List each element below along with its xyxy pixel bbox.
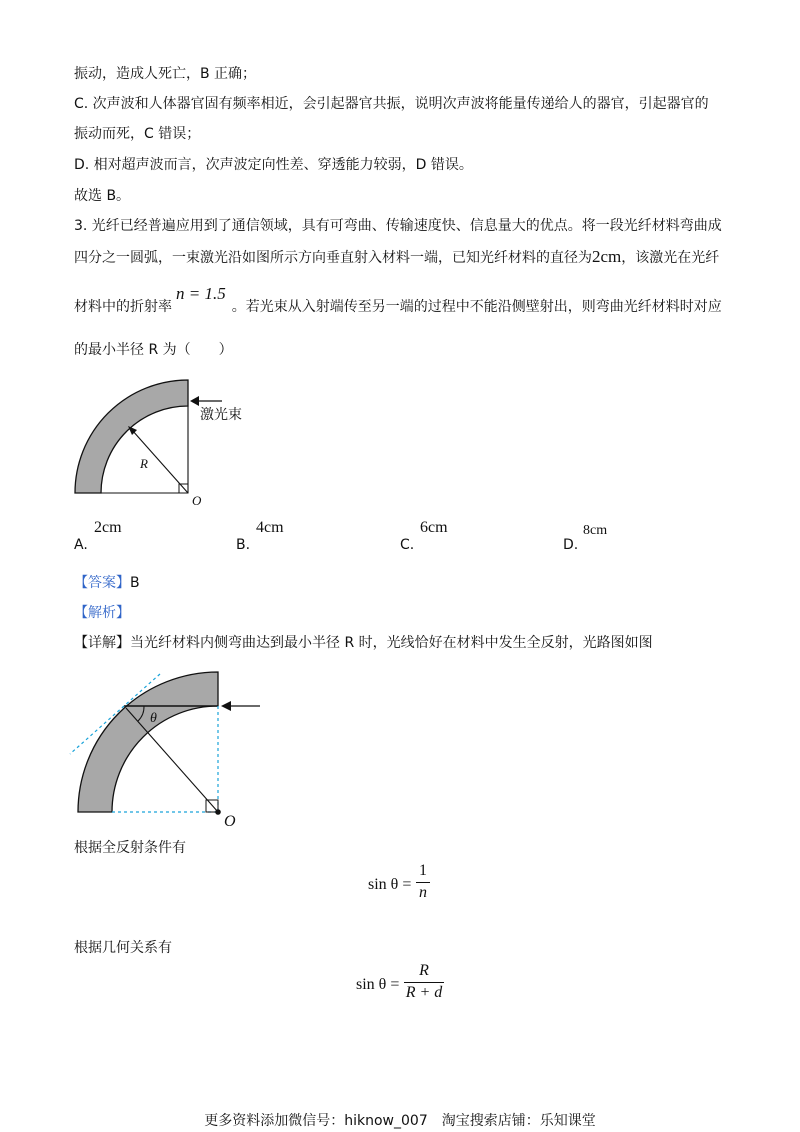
origin-label: O <box>224 813 236 830</box>
diameter-value: 2cm <box>592 247 622 266</box>
refractive-index: n = 1.5 <box>176 284 226 303</box>
geometry-relation: 根据几何关系有 <box>74 940 172 956</box>
question-3-line: 的最小半径 R 为（ ） <box>74 342 233 358</box>
detail-tag: 【详解】 <box>74 635 130 651</box>
answer <box>74 573 140 593</box>
answer-tag: 【答案】 <box>74 575 130 591</box>
equation-1: sin θ = <box>368 876 412 893</box>
question-3-line: 材料中的折射率n = 1.5。若光束从入射端传至另一端的过程中不能沿侧壁射出，则弯曲光纤材料时对应 <box>74 284 722 315</box>
text-line: 振动而死，C 错误； <box>74 126 201 142</box>
laser-label: 激光束 <box>200 407 242 423</box>
radius-label: R <box>140 456 148 471</box>
answer-value: B <box>130 575 140 591</box>
fiber-bend-figure <box>70 375 260 510</box>
conclusion: 故选 B。 <box>74 188 131 204</box>
equation-2: sin θ = <box>356 976 400 993</box>
light-path-figure <box>68 668 268 830</box>
equation-2-fraction: $\frac{R}{R + d}$ <box>405 962 443 1001</box>
origin-label: O <box>192 493 202 508</box>
option-d-explanation: D. 相对超声波而言，次声波定向性差、穿透能力较弱，D 错误。 <box>74 157 473 173</box>
option-c-explanation: C. 次声波和人体器官固有频率相近，会引起器官共振，说明次声波将能量传递给人的器官，引起器官的 <box>74 96 709 112</box>
analysis-tag: 【解析】 <box>74 605 130 621</box>
footer: 更多资料添加微信号：hiknow_007 淘宝搜索店铺：乐知课堂 <box>204 1113 596 1129</box>
text-line: 振动，造成人死亡，B 正确； <box>74 66 257 82</box>
theta-label: θ <box>150 711 157 726</box>
equation-1-fraction: $\frac{1}{n}$ <box>416 862 430 902</box>
detail: 【详解】当光纤材料内侧弯曲达到最小半径 R 时，光线恰好在材料中发生全反射，光路图如图 <box>74 635 653 651</box>
total-reflection-condition: 根据全反射条件有 <box>74 840 186 856</box>
question-3-line: 四分之一圆弧，一束激光沿如图所示方向垂直射入材料一端，已知光纤材料的直径为2cm，该激光在光纤 <box>74 247 720 266</box>
question-3-stem: 3. 光纤已经普遍应用到了通信领域，具有可弯曲、传输速度快、信息量大的优点。将一段光纤材料弯曲成 <box>74 218 722 234</box>
